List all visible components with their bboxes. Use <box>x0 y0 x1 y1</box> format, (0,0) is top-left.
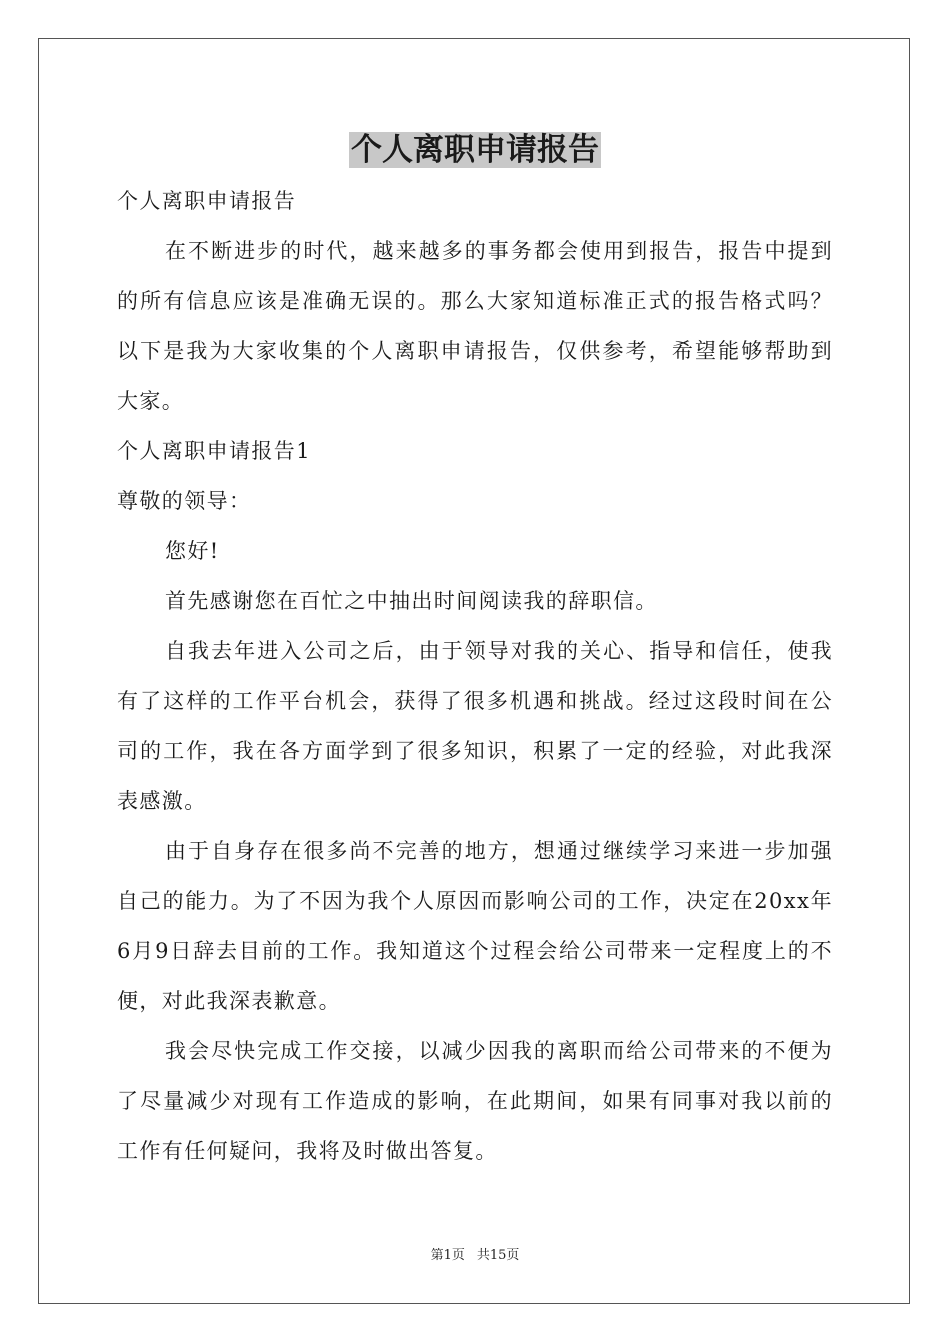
page-total: 共15页 <box>476 1248 520 1263</box>
document-title <box>0 128 950 172</box>
paragraph-subtitle: 个人离职申请报告 <box>117 189 297 213</box>
document-body <box>117 176 833 1176</box>
document-title-text: 个人离职申请报告 <box>351 132 599 168</box>
paragraph-reason: 由于自身存在很多尚不完善的地方，想通过继续学习来进一步加强自己的能力。为了不因为我个人原因而影响公司的工作，决定在20xx年6月9日辞去目前的工作。我知道这个过程会给公司带来一定程度上的不便，对此我深表歉意。 <box>117 839 833 1013</box>
paragraph-salutation: 尊敬的领导： <box>117 489 252 513</box>
paragraph-thanks: 首先感谢您在百忙之中抽出时间阅读我的辞职信。 <box>165 589 658 613</box>
paragraph-experience: 自我去年进入公司之后，由于领导对我的关心、指导和信任，使我有了这样的工作平台机会，获得了很多机遇和挑战。经过这段时间在公司的工作，我在各方面学到了很多知识，积累了一定的经验，对此我深表感激。 <box>117 639 833 813</box>
paragraph-intro: 在不断进步的时代，越来越多的事务都会使用到报告，报告中提到的所有信息应该是准确无误的。那么大家知道标准正式的报告格式吗？以下是我为大家收集的个人离职申请报告，仅供参考，希望能够帮助到大家。 <box>117 239 833 413</box>
paragraph-section-heading: 个人离职申请报告1 <box>117 439 311 463</box>
paragraph-greeting: 您好! <box>165 539 220 563</box>
paragraph-handover: 我会尽快完成工作交接，以减少因我的离职而给公司带来的不便为了尽量减少对现有工作造成的影响，在此期间，如果有同事对我以前的工作有任何疑问，我将及时做出答复。 <box>117 1039 833 1163</box>
page-number: 第1页 <box>430 1248 465 1263</box>
page-footer <box>0 1246 950 1266</box>
